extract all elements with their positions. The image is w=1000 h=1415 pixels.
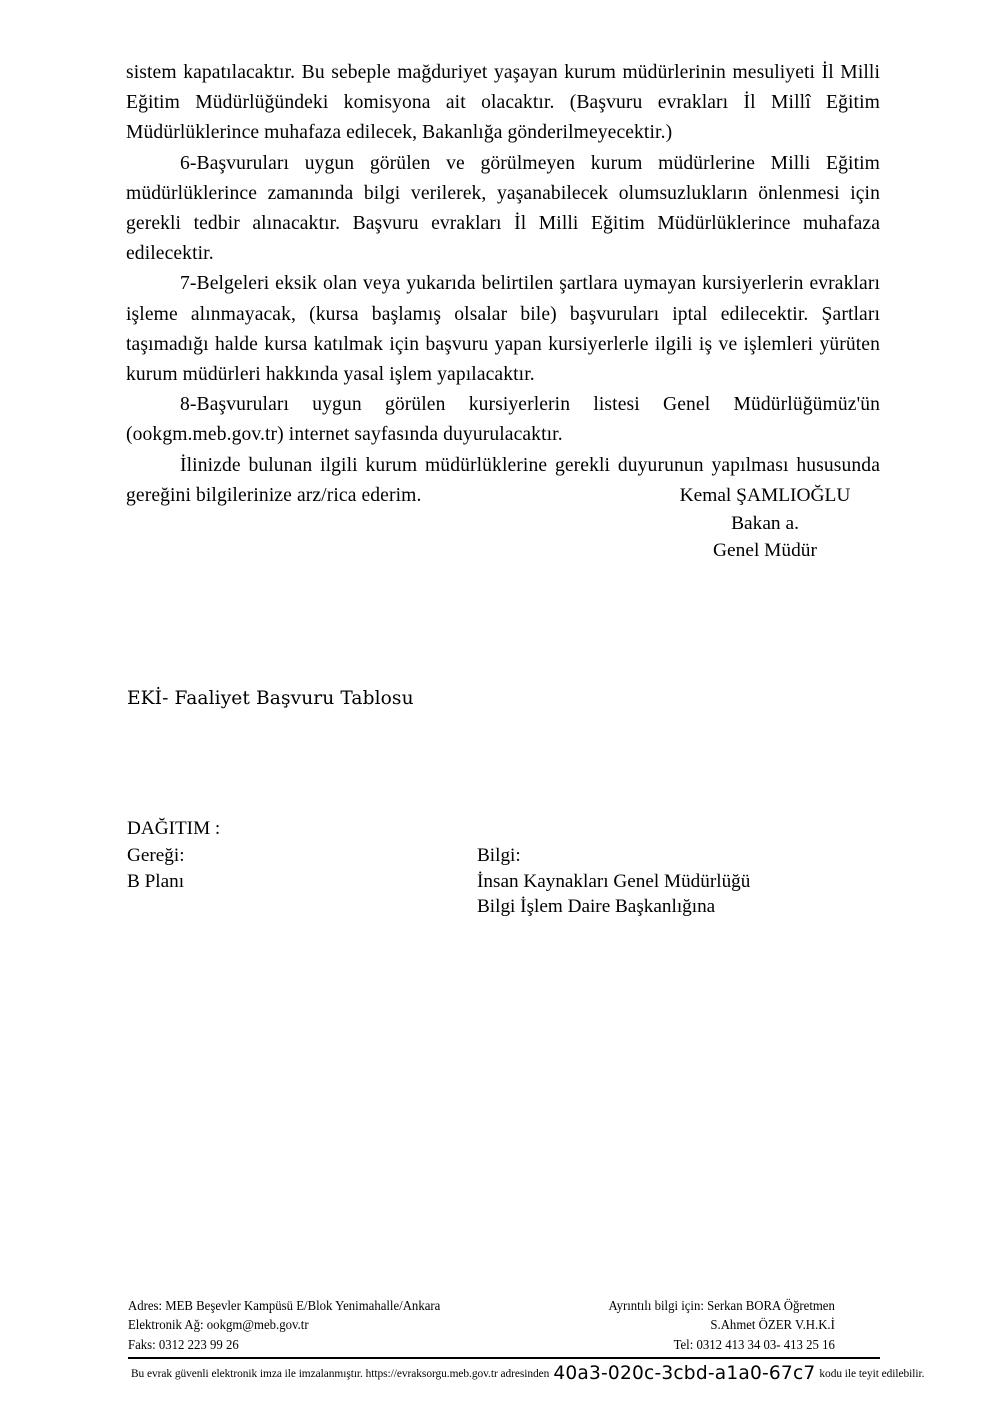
footer-contact-column <box>609 1296 835 1354</box>
distribution-column-action <box>127 843 477 920</box>
paragraph-item-8: 8-Başvuruları uygun görülen kursiyerlerin listesi Genel Müdürlüğümüz'ün (ookgm.meb.gov.tr) internet sayfasında duyurulacaktır. <box>126 394 880 446</box>
distribution-column-info <box>477 843 887 920</box>
footer-address-column <box>128 1296 440 1354</box>
distribution-info-heading: Bilgi: <box>477 844 521 866</box>
document-body <box>126 58 880 511</box>
footer-divider-rule <box>128 1357 880 1359</box>
footer-email-line: Elektronik Ağ: ookgm@meb.gov.tr <box>128 1317 309 1333</box>
paragraph-item-6: 6-Başvuruları uygun görülen ve görülmeyen kurum müdürlerine Milli Eğitim müdürlüklerince zamanında bilgi verilerek, yaşanabilecek olumsuzlukların önlenmesi için gerekli tedbir alınacaktır. Başvuru evrakları İl Milli Eğitim Müdürlüklerince muhafaza edilecektir. <box>126 152 880 265</box>
distribution-info-item: İnsan Kaynakları Genel Müdürlüğü <box>477 870 751 892</box>
esignature-verification-line <box>131 1363 925 1384</box>
paragraph-item-7: 7-Belgeleri eksik olan veya yukarıda belirtilen şartlara uymayan kursiyerlerin evrakları işleme alınmayacak, (kursa başlamış olsalar bile) başvuruları iptal edilecektir. Şartları taşımadığı halde kursa katılmak için başvuru yapan kursiyerlerle ilgili iş ve işlemleri yürüten kurum müdürleri hakkında yasal işlem yapılacaktır. <box>126 273 880 386</box>
footer-fax-line: Faks: 0312 223 99 26 <box>128 1336 239 1352</box>
signatory-on-behalf: Bakan a. <box>731 512 799 534</box>
attachment-note: EKİ- Faaliyet Başvuru Tablosu <box>127 688 414 709</box>
esignature-suffix-text: kodu ile teyit edilebilir. <box>819 1368 925 1380</box>
signatory-title: Genel Müdür <box>713 540 817 561</box>
distribution-action-heading: Gereği: <box>127 844 185 866</box>
distribution-action-item: B Planı <box>127 870 185 892</box>
esignature-verification-code: 40a3-020c-3cbd-a1a0-67c7 <box>553 1363 816 1384</box>
footer-contact-person-line: Ayrıntılı bilgi için: Serkan BORA Öğretmen <box>608 1298 835 1313</box>
signature-block <box>620 482 910 565</box>
distribution-title: DAĞITIM : <box>127 818 221 839</box>
paragraph-closing: İlinizde bulunan ilgili kurum müdürlüklerine gerekli duyurunun yapılması hususunda gereğini bilgilerinize arz/rica ederim. <box>126 454 880 506</box>
paragraph-continuation: sistem kapatılacaktır. Bu sebeple mağduriyet yaşayan kurum müdürlerinin mesuliyeti İl Milli Eğitim Müdürlüğündeki komisyona ait olacaktır. (Başvuru evrakları İl Millî Eğitim Müdürlüklerince muhafaza edilecek, Bakanlığa gönderilmeyecektir.) <box>126 62 880 144</box>
distribution-block <box>127 816 887 920</box>
signatory-name: Kemal ŞAMLIOĞLU <box>679 485 851 506</box>
footer-address-line: Adres: MEB Beşevler Kampüsü E/Blok Yenimahalle/Ankara <box>128 1298 441 1313</box>
footer-contact-block <box>128 1296 835 1354</box>
distribution-columns <box>127 843 887 920</box>
esignature-prefix-text: Bu evrak güvenli elektronik imza ile imzalanmıştır. https://evraksorgu.meb.gov.tr adresinden <box>131 1368 550 1380</box>
distribution-info-item: Bilgi İşlem Daire Başkanlığına <box>477 896 716 918</box>
footer-contact-person-alt-line: S.Ahmet ÖZER V.H.K.İ <box>710 1317 835 1333</box>
footer-phone-line: Tel: 0312 413 34 03- 413 25 16 <box>673 1336 835 1352</box>
